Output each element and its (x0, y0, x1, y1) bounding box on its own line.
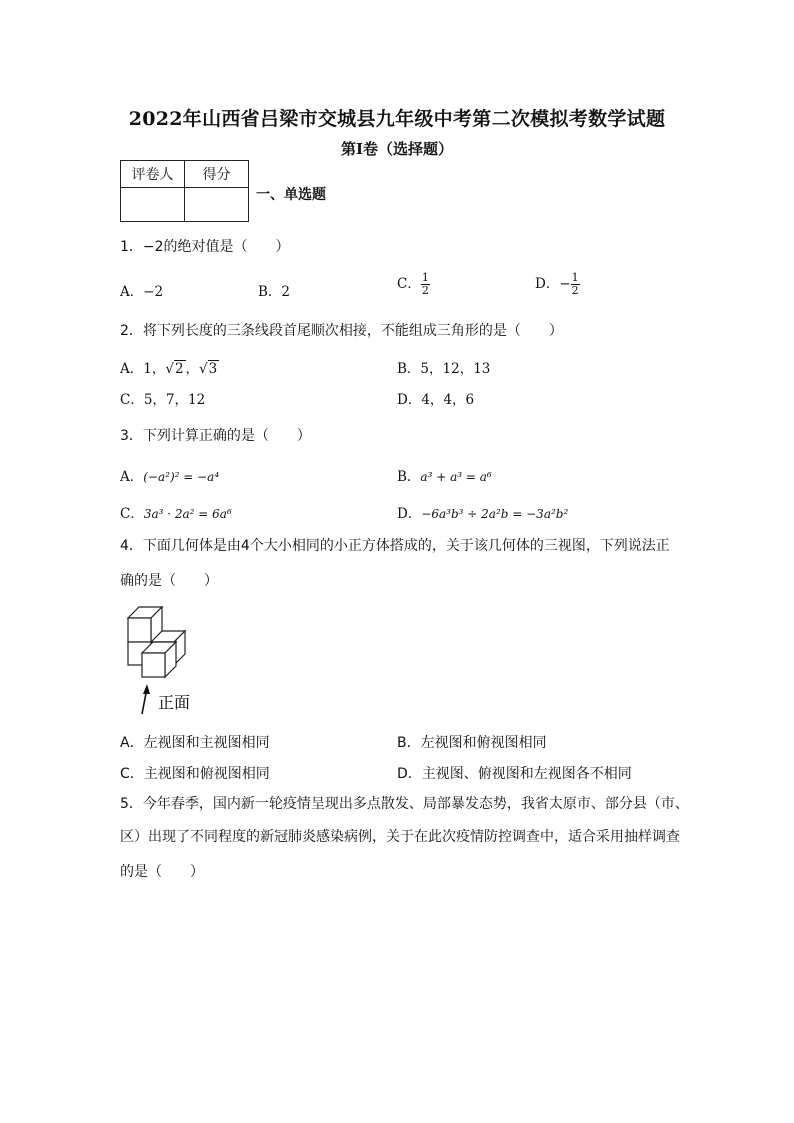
question-3-option-b (397, 465, 492, 485)
question-4-option-b: B．左视图和俯视图相同 (397, 735, 547, 751)
question-5-line-3: 的是（ ） (120, 864, 204, 880)
question-2-option-a (120, 357, 219, 377)
question-2-option-a-prefix: A．1， (120, 361, 166, 377)
score-table-score-cell (185, 188, 249, 222)
section-heading: 一、单选题 (256, 187, 326, 203)
question-1-option-b: B．2 (258, 284, 291, 300)
radicand: 3 (208, 361, 218, 377)
cube-figure (118, 600, 228, 720)
math-expression: a³ + a³ = a⁶ (420, 470, 492, 484)
cube-drawing (118, 600, 228, 720)
arrow-head-icon (143, 684, 150, 694)
question-3-stem: 3．下列计算正确的是（ ） (120, 428, 311, 444)
question-4-stem-line-1: 4．下面几何体是由4个大小相同的小正方体搭成的，关于该几何体的三视图，下列说法正 (120, 538, 670, 554)
question-4-stem-line-2: 确的是（ ） (120, 573, 218, 589)
fraction-numerator: 1 (421, 271, 429, 284)
fraction-denominator: 2 (421, 284, 429, 297)
sqrt-2: √2 (165, 361, 184, 377)
question-3-option-a (120, 465, 219, 485)
question-2-option-b: B．5，12，13 (397, 361, 491, 377)
math-expression: (−a²)² = −a⁴ (143, 470, 220, 484)
score-table (120, 160, 249, 222)
fraction-numerator: 1 (571, 271, 579, 284)
front-label: 正面 (158, 693, 191, 712)
question-1-option-d-prefix: D．− (535, 276, 571, 292)
option-prefix: C． (120, 506, 144, 522)
question-5-line-2: 区）出现了不同程度的新冠肺炎感染病例，关于在此次疫情防控调查中，适合采用抽样调查 (120, 829, 680, 845)
score-table-grader-header: 评卷人 (121, 161, 185, 188)
part-subtitle: 第I卷（选择题） (340, 140, 454, 158)
option-prefix: B． (397, 469, 421, 485)
score-table-score-header: 得分 (185, 161, 249, 188)
option-prefix: D． (397, 506, 422, 522)
question-2-option-d: D．4，4，6 (397, 392, 475, 408)
question-4-option-a: A．左视图和主视图相同 (120, 735, 270, 751)
question-3-option-c (120, 502, 232, 522)
question-1-option-c (397, 272, 430, 297)
question-1-stem: 1．−2的绝对值是（ ） (120, 239, 290, 255)
exam-title: 2022年山西省吕梁市交城县九年级中考第二次模拟考数学试题 (128, 108, 666, 130)
separator: ， (185, 361, 200, 377)
question-1-option-a: A．−2 (120, 284, 164, 300)
question-1-option-d (535, 272, 580, 297)
option-prefix: A． (120, 469, 144, 485)
radicand: 2 (174, 361, 184, 377)
score-table-grader-cell (121, 188, 185, 222)
question-2-stem: 2．将下列长度的三条线段首尾顺次相接，不能组成三角形的是（ ） (120, 323, 563, 339)
question-4-option-d: D．主视图、俯视图和左视图各不相同 (397, 766, 632, 782)
question-1-option-c-prefix: C． (397, 276, 421, 292)
question-1-option-d-fraction (571, 272, 580, 297)
question-2-option-c: C．5，7，12 (120, 392, 206, 408)
question-5-line-1: 5．今年春季，国内新一轮疫情呈现出多点散发、局部暴发态势，我省太原市、部分县（市、 (120, 796, 689, 812)
question-3-option-d (397, 502, 568, 522)
math-expression: −6a³b³ ÷ 2a²b = −3a²b² (421, 507, 569, 521)
question-1-option-c-fraction (421, 272, 430, 297)
sqrt-3: √3 (199, 361, 218, 377)
fraction-denominator: 2 (571, 284, 579, 297)
math-expression: 3a³ · 2a² = 6a⁶ (143, 507, 232, 521)
question-4-option-c: C．主视图和俯视图相同 (120, 766, 270, 782)
